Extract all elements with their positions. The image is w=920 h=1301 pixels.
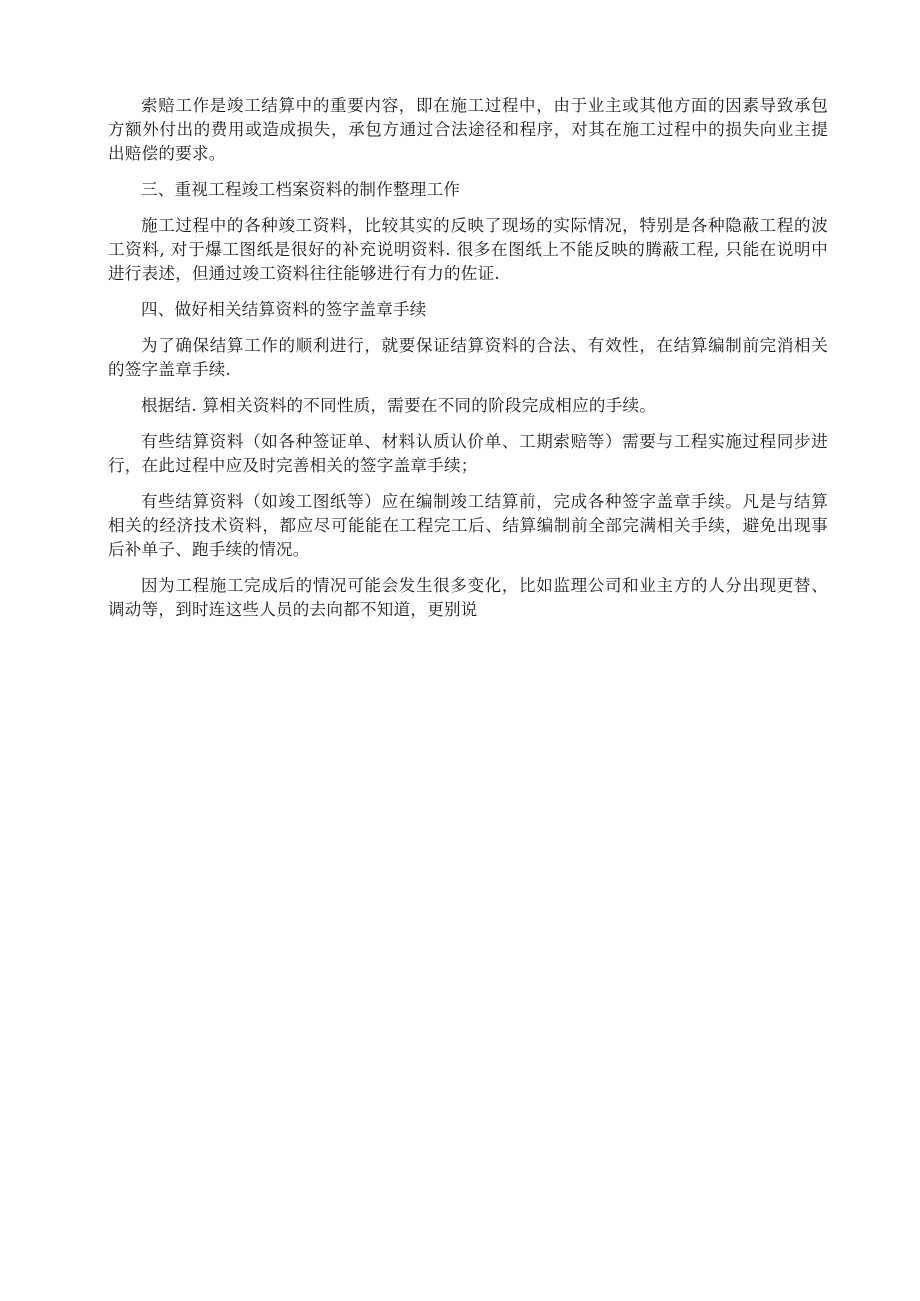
paragraph-pre-settlement: 有些结算资料（如竣工图纸等）应在编制竣工结算前，完成各种签字盖章手续。凡是与结算相关的经济技术资料，都应尽可能能在工程完工后、结算编制前全部完满相关手续，避免出现事后补单子、跑手续的情况。 <box>108 492 828 559</box>
paragraph-completion-docs: 施工过程中的各种竣工资料，比较其实的反映了现场的实际情况，特别是各种隐蔽工程的波工资料, 对于爆工图纸是很好的补充说明资料. 很多在图纸上不能反映的腾蔽工程, 只能在说明中进行表述，但通过竣工资料往往能够进行有力的佐证. <box>108 216 828 283</box>
paragraph-personnel-changes: 因为工程施工完成后的情况可能会发生很多变化，比如监理公司和业主方的人分出现更替、调动等，到时连这些人员的去向都不知道，更别说 <box>108 576 828 619</box>
paragraph-signature-validity: 为了确保结算工作的顺利进行，就要保证结算资料的合法、有效性，在结算编制前完消相关的签字盖章手续. <box>108 336 828 379</box>
paragraph-claims: 索赔工作是竣工结算中的重要内容，即在施工过程中，由于业主或其他方面的因素导致承包方额外付出的费用或造成损失，承包方通过合法途径和程序，对其在施工过程中的损失向业主提出赔偿的要求。 <box>108 96 828 163</box>
document-body <box>108 94 828 634</box>
paragraph-sync-procedures: 有些结算资料（如各种签证单、材料认质认价单、工期索赔等）需要与工程实施过程同步进行，在此过程中应及时完善相关的签字盖章手续； <box>108 432 828 475</box>
paragraph-stage-procedures: 根据结. 算相关资料的不同性质，需要在不同的阶段完成相应的手续。 <box>141 396 657 415</box>
section-heading-3: 三、重视工程竣工档案资料的制作整理工作 <box>141 180 461 199</box>
section-heading-4: 四、做好相关结算资料的签字盖章手续 <box>141 300 427 319</box>
